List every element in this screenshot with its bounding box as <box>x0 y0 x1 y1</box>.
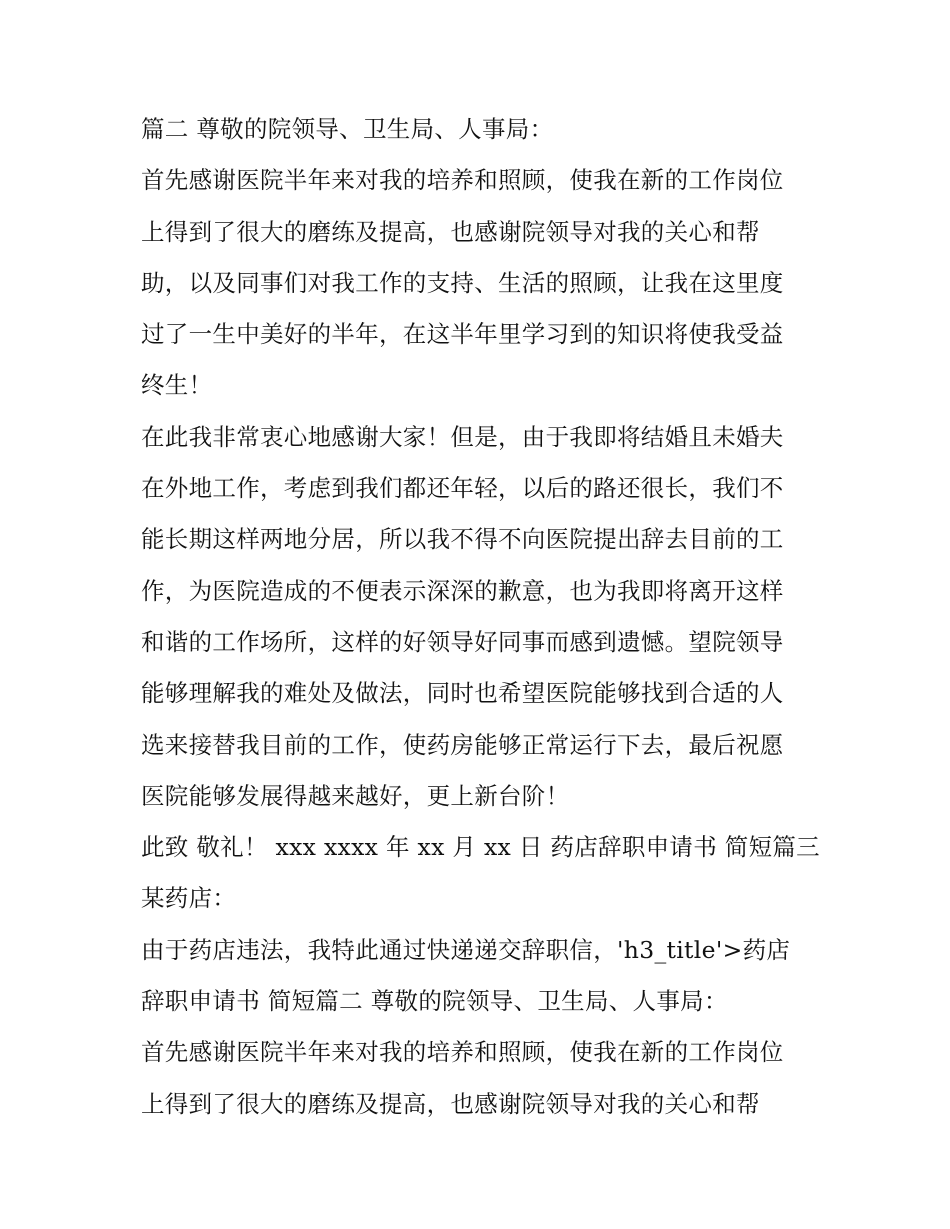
text-line: 过了一生中美好的半年，在这半年里学习到的知识将使我受益 <box>141 320 784 349</box>
heading-line: 辞职申请书 简短篇二 尊敬的院领导、卫生局、人事局： <box>141 987 728 1016</box>
heading-line: 篇二 尊敬的院领导、卫生局、人事局： <box>141 115 554 143</box>
text-line: 在此我非常衷心地感谢大家！但是，由于我即将结婚且未婚夫 <box>141 422 784 451</box>
text-line: 选来接替我目前的工作，使药房能够正常运行下去，最后祝愿 <box>141 730 784 759</box>
text-line: 首先感谢医院半年来对我的培养和照顾，使我在新的工作岗位 <box>141 166 784 195</box>
text-line: 医院能够发展得越来越好，更上新台阶！ <box>141 781 570 810</box>
text-line: 上得到了很大的磨练及提高，也感谢院领导对我的关心和帮 <box>141 1089 760 1118</box>
document-body <box>141 110 821 1136</box>
text-line: 上得到了很大的磨练及提高，也感谢院领导对我的关心和帮 <box>141 217 760 246</box>
text-line: 由于药店违法，我特此通过快递递交辞职信，'h3_title'>药店 <box>141 935 791 964</box>
text-line: 在外地工作，考虑到我们都还年轻，以后的路还很长，我们不 <box>141 474 784 503</box>
text-line: 首先感谢医院半年来对我的培养和照顾，使我在新的工作岗位 <box>141 1038 784 1067</box>
text-line: 和谐的工作场所，这样的好领导好同事而感到遗憾。望院领导 <box>141 627 784 656</box>
text-line: 能够理解我的难处及做法，同时也希望医院能够找到合适的人 <box>141 679 784 708</box>
text-line: 能长期这样两地分居，所以我不得不向医院提出辞去目前的工 <box>141 525 784 554</box>
text-line: 终生！ <box>141 371 213 400</box>
text-line: 作，为医院造成的不便表示深深的歉意，也为我即将离开这样 <box>141 576 784 605</box>
closing-line: 此致 敬礼！ xxx xxxx 年 xx 月 xx 日 药店辞职申请书 简短篇三 <box>141 833 820 862</box>
salutation-line: 某药店： <box>141 884 237 913</box>
text-line: 助，以及同事们对我工作的支持、生活的照顾，让我在这里度 <box>141 268 784 297</box>
